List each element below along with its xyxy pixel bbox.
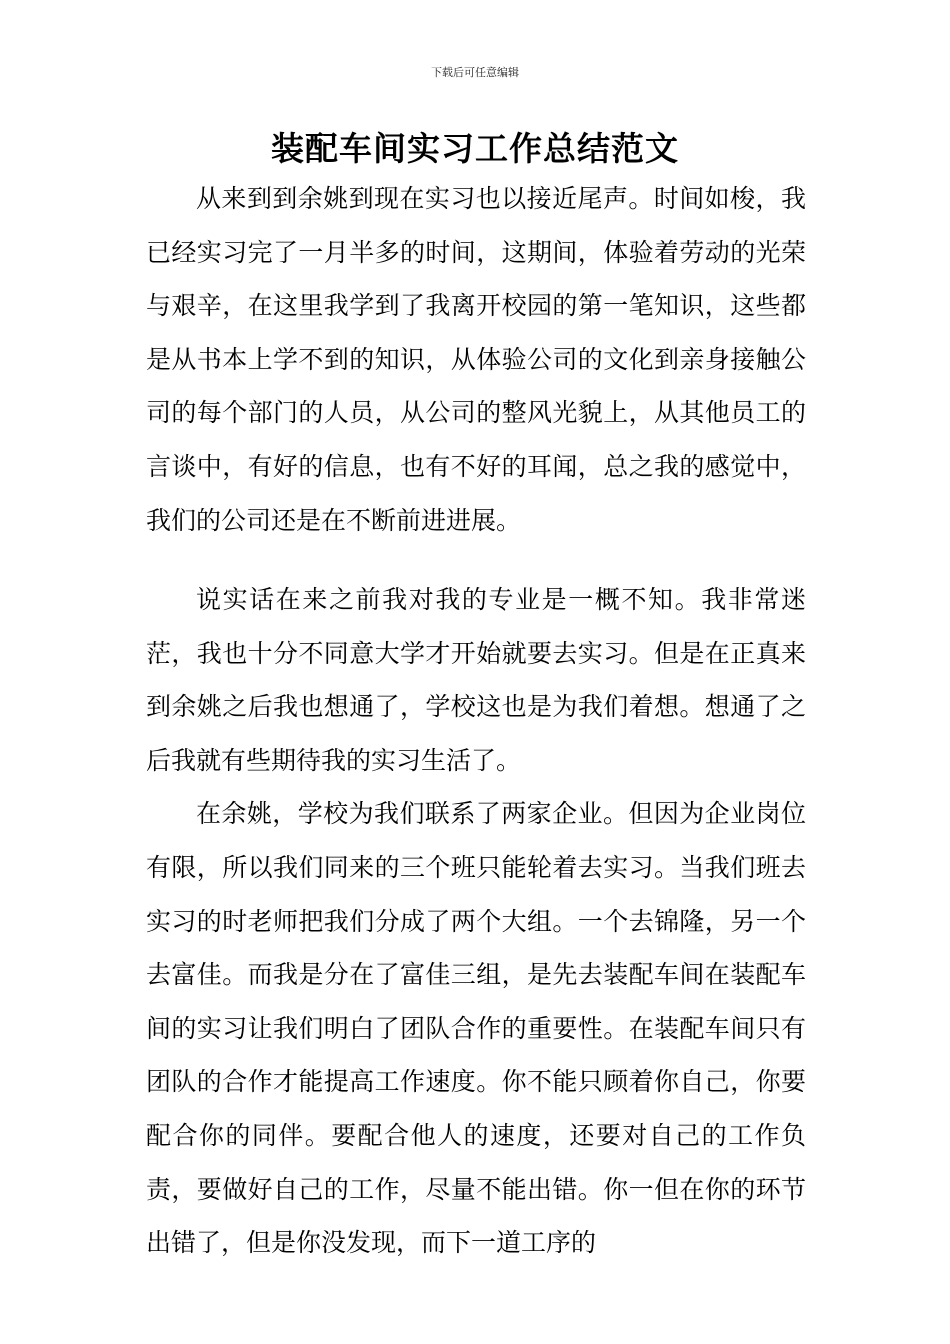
- paragraph-1: 从来到到余姚到现在实习也以接近尾声。时间如梭，我已经实习完了一月半多的时间，这期间，体验着劳动的光荣与艰辛，在这里我学到了我离开校园的第一笔知识，这些都是从书本上学不到的知识，从体验公司的文化到亲身接触公司的每个部门的人员，从公司的整风光貌上，从其他员工的言谈中，有好的信息，也有不好的耳闻，总之我的感觉中，我们的公司还是在不断前进进展。: [146, 184, 806, 535]
- body-block-1: [146, 172, 806, 547]
- paragraph-3: 在余姚，学校为我们联系了两家企业。但因为企业岗位有限，所以我们同来的三个班只能轮着去实习。当我们班去实习的时老师把我们分成了两个大组。一个去锦隆，另一个去富佳。而我是分在了富佳三组，是先去装配车间在装配车间的实习让我们明白了团队合作的重要性。在装配车间只有团队的合作才能提高工作速度。你不能只顾着你自己，你要配合你的同伴。要配合他人的速度，还要对自己的工作负责，要做好自己的工作，尽量不能出错。你一但在你的环节出错了，但是你没发现，而下一道工序的: [146, 799, 806, 1258]
- body-block-2: [146, 573, 806, 1270]
- paragraph-2: 说实话在来之前我对我的专业是一概不知。我非常迷茫，我也十分不同意大学才开始就要去实习。但是在正真来到余姚之后我也想通了，学校这也是为我们着想。想通了之后我就有些期待我的实习生活了。: [146, 585, 806, 775]
- document-title: 装配车间实习工作总结范文: [271, 129, 679, 168]
- header-note: 下载后可任意编辑: [431, 66, 519, 79]
